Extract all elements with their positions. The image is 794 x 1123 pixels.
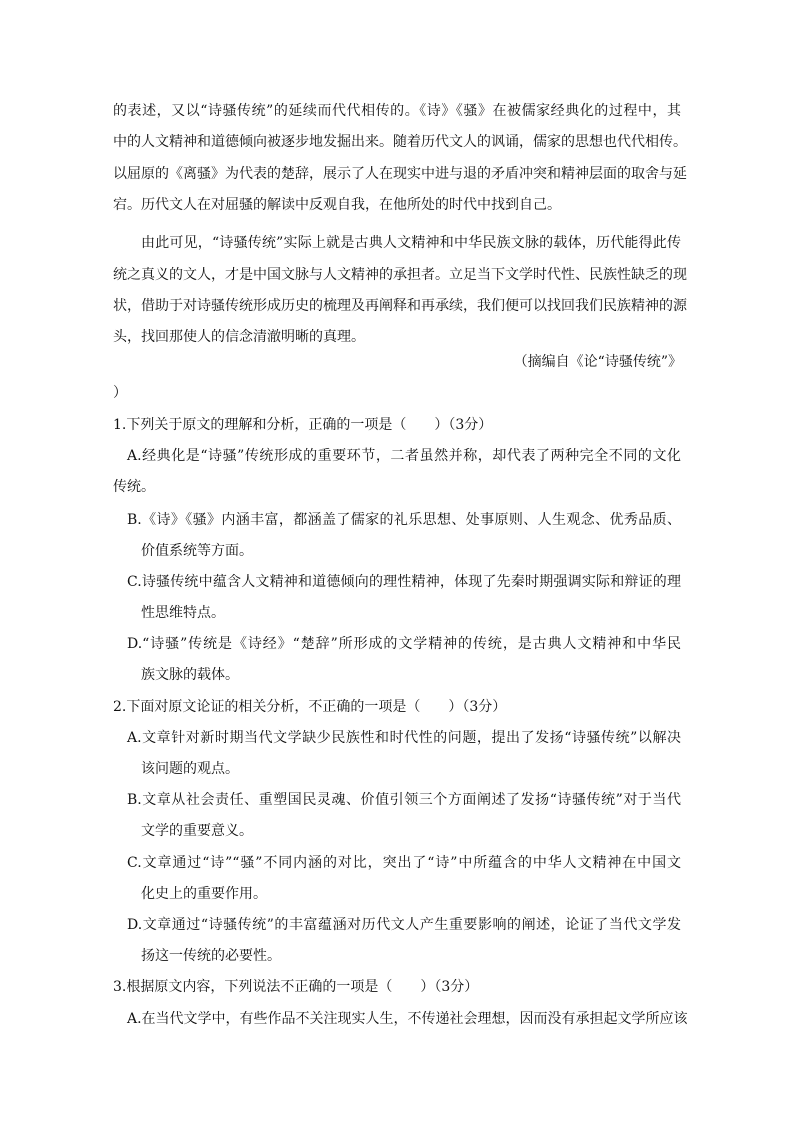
option-d: D.“诗骚”传统是《诗经》“楚辞”所形成的文学精神的传统，是古典人文精神和中华民 [127, 636, 681, 652]
passage-line: 的表述，又以“诗骚传统”的延续而代代相传的。《诗》《骚》在被儒家经典化的过程中，其 [113, 103, 681, 119]
source-attribution: （摘编自《论“诗骚传统”》 [513, 354, 682, 370]
question-stem: 2.下面对原文论证的相关分析，不正确的一项是（ ）（3分） [113, 699, 507, 715]
option-a-cont: 该问题的观点。 [141, 761, 239, 777]
option-d-cont: 扬这一传统的必要性。 [141, 948, 281, 964]
option-a-cont: 传统。 [113, 479, 155, 495]
option-d-cont: 族文脉的载体。 [141, 667, 239, 683]
option-b: B.《诗》《骚》内涵丰富，都涵盖了儒家的礼乐思想、处事原则、人生观念、优秀品质、 [127, 512, 681, 528]
source-attribution-close: ） [113, 385, 127, 401]
option-d: D.文章通过“诗骚传统”的丰富蕴涵对历代文人产生重要影响的阐述，论证了当代文学发 [127, 917, 681, 933]
option-c-cont: 化史上的重要作用。 [141, 886, 267, 902]
passage-line: 宕。历代文人在对屈骚的解读中反观自我，在他所处的时代中找到自己。 [113, 197, 561, 213]
option-a: A.文章针对新时期当代文学缺少民族性和时代性的问题，提出了发扬“诗骚传统”以解决 [127, 730, 681, 746]
question-stem: 1.下列关于原文的理解和分析，正确的一项是（ ）（3分） [113, 417, 493, 433]
question-stem: 3.根据原文内容，下列说法不正确的一项是（ ）（3分） [113, 979, 479, 995]
option-b-cont: 价值系统等方面。 [141, 543, 253, 559]
passage-line: 状，借助于对诗骚传统形成历史的梳理及再阐释和再承续，我们便可以找回我们民族精神的源 [113, 298, 687, 314]
passage-line: 中的人文精神和道德倾向被逐步地发掘出来。随着历代文人的讽诵，儒家的思想也代代相传。 [113, 134, 687, 150]
option-c-cont: 性思维特点。 [141, 605, 225, 621]
passage-line: 由此可见，“诗骚传统”实际上就是古典人文精神和中华民族文脉的载体，历代能得此传 [141, 235, 681, 251]
option-c: C.文章通过“诗”“骚”不同内涵的对比，突出了“诗”中所蕴含的中华人文精神在中国文 [127, 855, 681, 871]
option-a: A.经典化是“诗骚”传统形成的重要环节，二者虽然并称，却代表了两种完全不同的文化 [127, 448, 681, 464]
option-b-cont: 文学的重要意义。 [141, 823, 253, 839]
passage-line: 以屈原的《离骚》为代表的楚辞，展示了人在现实中进与退的矛盾冲突和精神层面的取舍与延 [113, 166, 687, 182]
option-a: A.在当代文学中，有些作品不关注现实人生，不传递社会理想，因而没有承担起文学所应该 [127, 1011, 688, 1027]
passage-line: 统之真义的文人，才是中国文脉与人文精神的承担者。立足当下文学时代性、民族性缺乏的现 [113, 267, 687, 283]
option-b: B.文章从社会责任、重塑国民灵魂、价值引领三个方面阐述了发扬“诗骚传统”对于当代 [127, 792, 681, 808]
passage-line: 头，找回那使人的信念清澈明晰的真理。 [113, 329, 365, 345]
option-c: C.诗骚传统中蕴含人文精神和道德倾向的理性精神，体现了先秦时期强调实际和辩证的理 [127, 574, 681, 590]
